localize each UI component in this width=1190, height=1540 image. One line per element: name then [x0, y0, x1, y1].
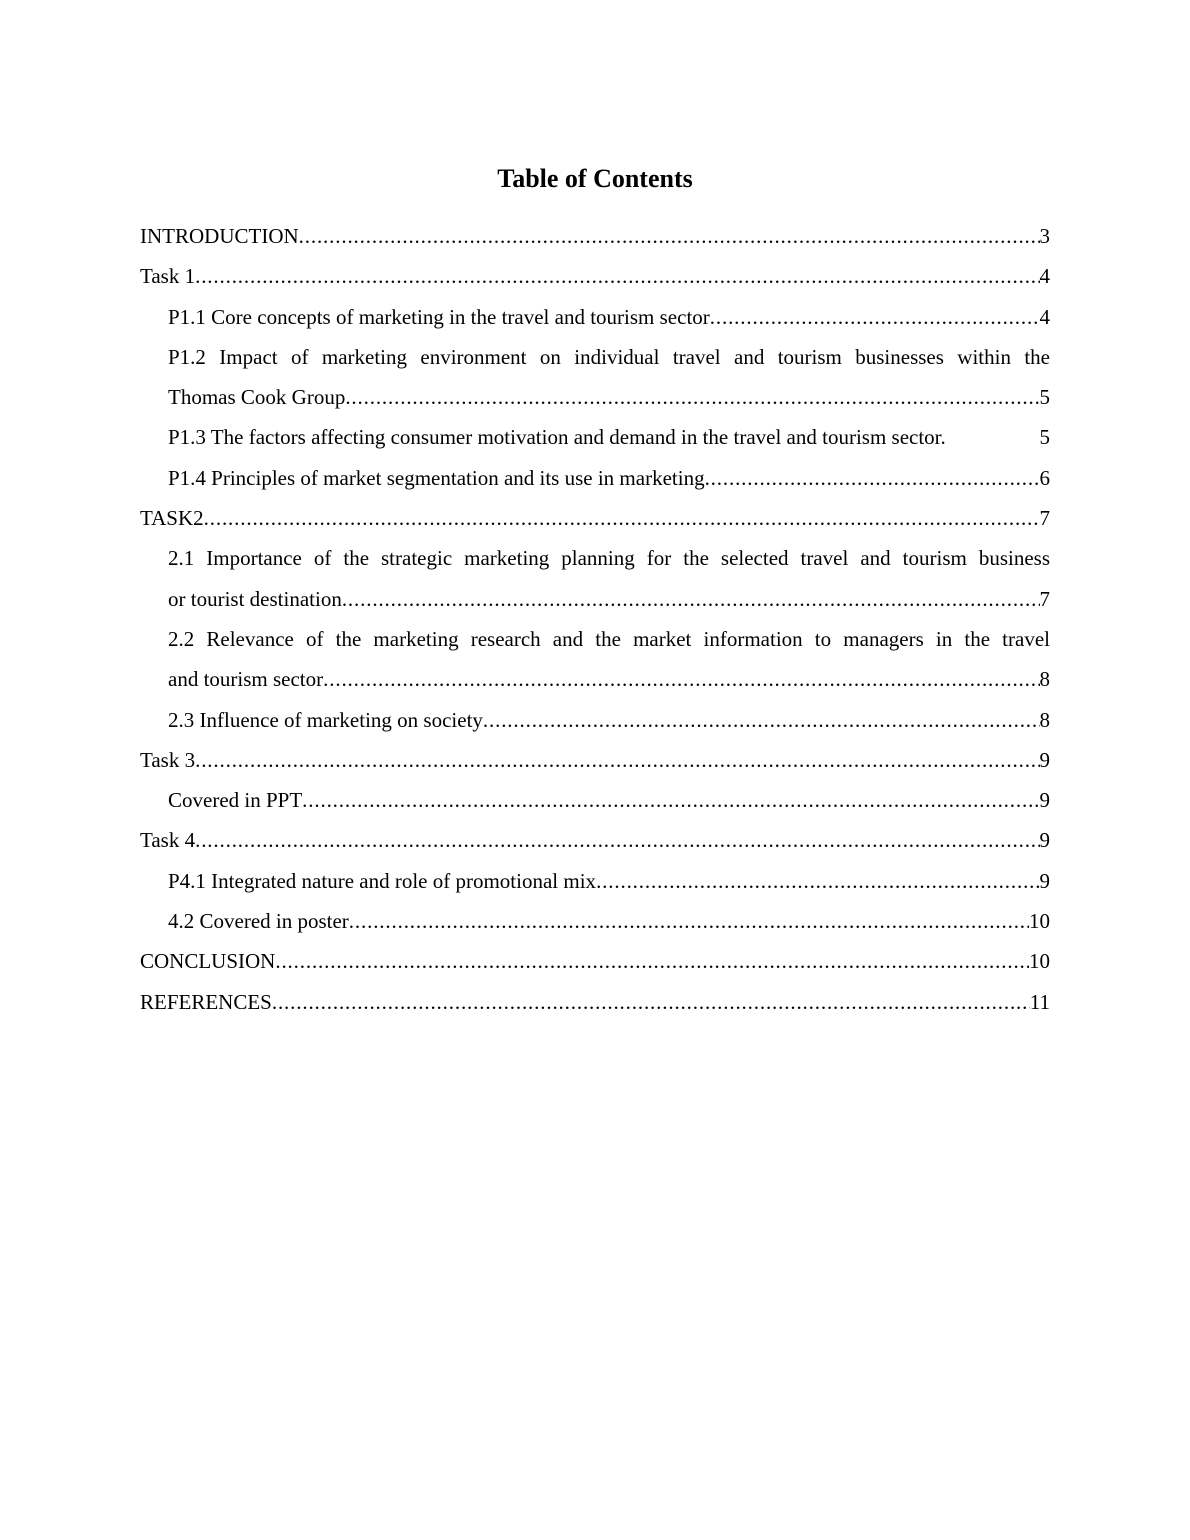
- toc-entry-label-line-1: P1.2 Impact of marketing environment on individual travel and tourism businesses within the: [168, 344, 1050, 369]
- toc-page-number: 5: [1039, 425, 1050, 450]
- toc-page-number: 9: [1039, 868, 1050, 893]
- toc-entry-2-2[interactable]: [140, 619, 1050, 700]
- toc-entry-label: or tourist destination: [168, 586, 342, 611]
- toc-entry-p1-2[interactable]: [140, 337, 1050, 418]
- toc-entry-label: P4.1 Integrated nature and role of promotional mix: [168, 868, 597, 893]
- toc-entry-task-3[interactable]: [140, 740, 1050, 780]
- dot-leader: [345, 377, 1039, 417]
- toc-page-number: 8: [1039, 707, 1050, 732]
- page-title: Table of Contents: [497, 164, 693, 193]
- toc-page-number: 11: [1029, 989, 1050, 1014]
- toc-entry-task-4[interactable]: [140, 820, 1050, 860]
- dot-leader: [349, 901, 1029, 941]
- toc-entry-label: P1.1 Core concepts of marketing in the travel and tourism sector: [168, 304, 710, 329]
- toc-page-number: 4: [1039, 264, 1050, 289]
- toc-entry-label: CONCLUSION: [140, 949, 276, 974]
- toc-entry-label: REFERENCES: [140, 989, 272, 1014]
- toc-entry-label: INTRODUCTION: [140, 224, 299, 248]
- toc-entry-label: 4.2 Covered in poster: [168, 909, 349, 934]
- toc-entry-covered-in-ppt[interactable]: [140, 780, 1050, 820]
- toc-entry-p1-1[interactable]: [140, 297, 1050, 337]
- dot-leader: [342, 579, 1040, 619]
- toc-page-number: 8: [1039, 667, 1050, 692]
- dot-leader: [195, 820, 1039, 860]
- toc-page-number: 3: [1039, 224, 1050, 248]
- toc-entry-label: TASK2: [140, 506, 204, 531]
- table-of-contents: [140, 216, 1050, 1022]
- toc-entry-2-1[interactable]: [140, 538, 1050, 619]
- toc-page-number: 7: [1039, 586, 1050, 611]
- toc-entry-task-1[interactable]: [140, 256, 1050, 296]
- toc-page-number: 10: [1029, 949, 1050, 974]
- dot-leader: [596, 861, 1039, 901]
- toc-entry-p1-4[interactable]: [140, 458, 1050, 498]
- toc-entry-4-2[interactable]: [140, 901, 1050, 941]
- toc-page-number: 9: [1039, 828, 1050, 853]
- dot-leader: [275, 941, 1029, 981]
- toc-entry-label: Task 1: [140, 264, 196, 289]
- toc-entry-label-line-1: 2.2 Relevance of the marketing research and the market information to managers in the travel: [168, 626, 1050, 651]
- toc-entry-label: Task 4: [140, 828, 196, 853]
- toc-page-number: 5: [1039, 385, 1050, 410]
- toc-entry-label: Covered in PPT: [168, 788, 303, 813]
- toc-page-number: 4: [1039, 304, 1050, 329]
- dot-leader: [299, 216, 1040, 256]
- dot-leader: [710, 297, 1040, 337]
- toc-entry-label: Thomas Cook Group: [168, 385, 346, 410]
- toc-page-number: 9: [1039, 747, 1050, 772]
- toc-entry-label-line-1: 2.1 Importance of the strategic marketing planning for the selected travel and tourism business: [168, 546, 1050, 571]
- dot-leader: [705, 458, 1040, 498]
- toc-entry-label: P1.3 The factors affecting consumer motivation and demand in the travel and tourism sector.: [168, 425, 946, 450]
- toc-page-number: 7: [1039, 506, 1050, 531]
- toc-page-number: 9: [1039, 788, 1050, 813]
- dot-leader: [204, 498, 1040, 538]
- toc-entry-2-3[interactable]: [140, 700, 1050, 740]
- dot-leader: [272, 982, 1030, 1022]
- toc-entry-conclusion[interactable]: [140, 941, 1050, 981]
- toc-entry-label: P1.4 Principles of market segmentation and its use in marketing: [168, 465, 705, 490]
- toc-entry-p1-3[interactable]: [140, 417, 1050, 457]
- dot-leader: [323, 659, 1039, 699]
- toc-entry-label: Task 3: [140, 747, 196, 772]
- toc-entry-introduction[interactable]: [140, 216, 1050, 256]
- dot-leader: [195, 256, 1039, 296]
- dot-leader: [483, 700, 1040, 740]
- toc-entry-label: 2.3 Influence of marketing on society: [168, 707, 483, 732]
- toc-page-number: 6: [1039, 465, 1050, 490]
- dot-leader: [195, 740, 1039, 780]
- toc-entry-p4-1[interactable]: [140, 861, 1050, 901]
- dot-leader: [302, 780, 1039, 820]
- toc-entry-label: and tourism sector: [168, 667, 324, 692]
- toc-entry-task2[interactable]: [140, 498, 1050, 538]
- toc-page-number: 10: [1029, 909, 1050, 934]
- toc-entry-references[interactable]: [140, 982, 1050, 1022]
